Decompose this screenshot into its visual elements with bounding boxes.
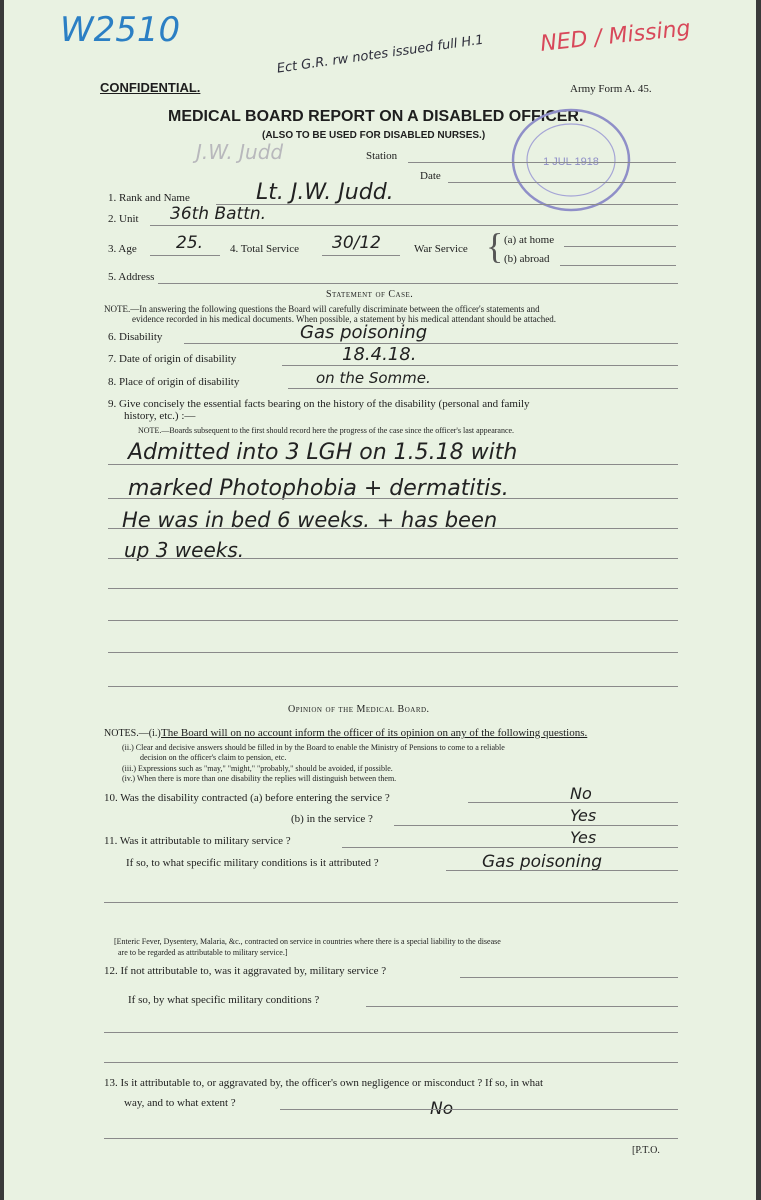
address-label: 5. Address	[108, 271, 155, 283]
abroad-label: (b) abroad	[504, 253, 550, 265]
statement-heading: Statement of Case.	[326, 289, 414, 300]
at-home-label: (a) at home	[504, 234, 555, 246]
q12-label: 12. If not attributable to, was it aggravated by, military service ?	[104, 965, 387, 977]
note-iv: (iv.) When there is more than one disability the replies will distinguish between them.	[122, 774, 397, 783]
date-origin-value: 18.4.18.	[342, 344, 417, 365]
note-ii-1: (ii.) Clear and decisive answers should be filled in by the Board to enable the Ministry of Pensions to come to a reliable	[122, 743, 505, 752]
unit-value: 36th Battn.	[170, 204, 267, 224]
station-label: Station	[366, 150, 398, 162]
q12b-label: If so, by what specific military conditions ?	[128, 994, 320, 1006]
reference-number: W2510	[60, 10, 181, 50]
notes-lead: NOTES.—(i.)	[104, 728, 161, 739]
q9-line-1: 9. Give concisely the essential facts bearing on the history of the disability (personal and family	[108, 398, 530, 410]
unit-label: 2. Unit	[108, 213, 139, 225]
q11b-value: Gas poisoning	[482, 852, 603, 872]
q10a-value: No	[570, 784, 592, 803]
confidential-label: CONFIDENTIAL.	[100, 80, 201, 95]
pto-label: [P.T.O.	[632, 1145, 660, 1156]
q11-label: 11. Was it attributable to military service ?	[104, 835, 291, 847]
received-stamp-icon	[509, 105, 634, 215]
date-origin-label: 7. Date of origin of disability	[108, 353, 237, 365]
form-title: MEDICAL BOARD REPORT ON A DISABLED OFFICER.	[168, 108, 584, 125]
pencil-note: Ect G.R. rw notes issued full H.1	[275, 32, 485, 77]
place-origin-label: 8. Place of origin of disability	[108, 376, 240, 388]
army-form-label: Army Form A. 45.	[570, 83, 652, 95]
history-line-3: He was in bed 6 weeks. + has been	[122, 508, 498, 532]
enteric-note-1: [Enteric Fever, Dysentery, Malaria, &c., contracted on service in countries where there is a special liability to the disease	[114, 937, 501, 946]
enteric-note-2: are to be regarded as attributable to military service.]	[118, 948, 288, 957]
disability-value: Gas poisoning	[300, 322, 428, 343]
station-handwriting: J.W. Judd	[196, 140, 284, 164]
rank-value: Lt. J.W. Judd.	[256, 180, 394, 205]
q10a-label: 10. Was the disability contracted (a) before entering the service ?	[104, 792, 390, 804]
place-origin-value: on the Somme.	[316, 369, 431, 387]
q9-note: NOTE.—Boards subsequent to the first should record here the progress of the case since the officer's last appearance.	[138, 426, 515, 435]
statement-note-1: NOTE.—In answering the following questions the Board will carefully discriminate between the officer's statements and	[104, 304, 540, 314]
opinion-heading: Opinion of the Medical Board.	[288, 704, 430, 715]
form-sheet	[4, 0, 756, 1200]
total-service-label: 4. Total Service	[230, 243, 299, 255]
q9-line-2: history, etc.) :—	[124, 410, 196, 422]
total-service-value: 30/12	[332, 233, 381, 253]
date-label: Date	[420, 170, 441, 182]
stamp-date: 1 JUL 1918	[543, 156, 599, 168]
q10b-value: Yes	[570, 806, 597, 825]
age-value: 25.	[176, 233, 204, 253]
brace-icon: {	[486, 226, 504, 266]
q11-value: Yes	[570, 828, 597, 847]
note-ii-2: decision on the officer's claim to pension, etc.	[140, 753, 287, 762]
q10b-label: (b) in the service ?	[291, 813, 373, 825]
history-line-1: Admitted into 3 LGH on 1.5.18 with	[128, 440, 518, 465]
q13-line-1: 13. Is it attributable to, or aggravated by, the officer's own negligence or misconduct ? If so, in what	[104, 1077, 544, 1089]
q13-line-2: way, and to what extent ?	[124, 1097, 236, 1109]
form-subtitle: (ALSO TO BE USED FOR DISABLED NURSES.)	[262, 130, 486, 141]
statement-note-2: evidence recorded in his medical documents. When possible, a statement by his medical attendant should be attached.	[132, 314, 556, 324]
history-line-4: up 3 weeks.	[124, 538, 245, 562]
red-note: NED / Missing	[539, 16, 692, 57]
war-service-label: War Service	[414, 243, 468, 255]
age-label: 3. Age	[108, 243, 137, 255]
rank-label: 1. Rank and Name	[108, 192, 190, 204]
history-line-2: marked Photophobia + dermatitis.	[128, 476, 509, 501]
q11b-label: If so, to what specific military conditions is it attributed ?	[126, 857, 379, 869]
note-iii: (iii.) Expressions such as "may," "might," "probably," should be avoided, if possible.	[122, 764, 393, 773]
disability-label: 6. Disability	[108, 331, 163, 343]
note-i: The Board will on no account inform the officer of its opinion on any of the following questions.	[161, 727, 588, 739]
q13-value: No	[430, 1099, 454, 1119]
